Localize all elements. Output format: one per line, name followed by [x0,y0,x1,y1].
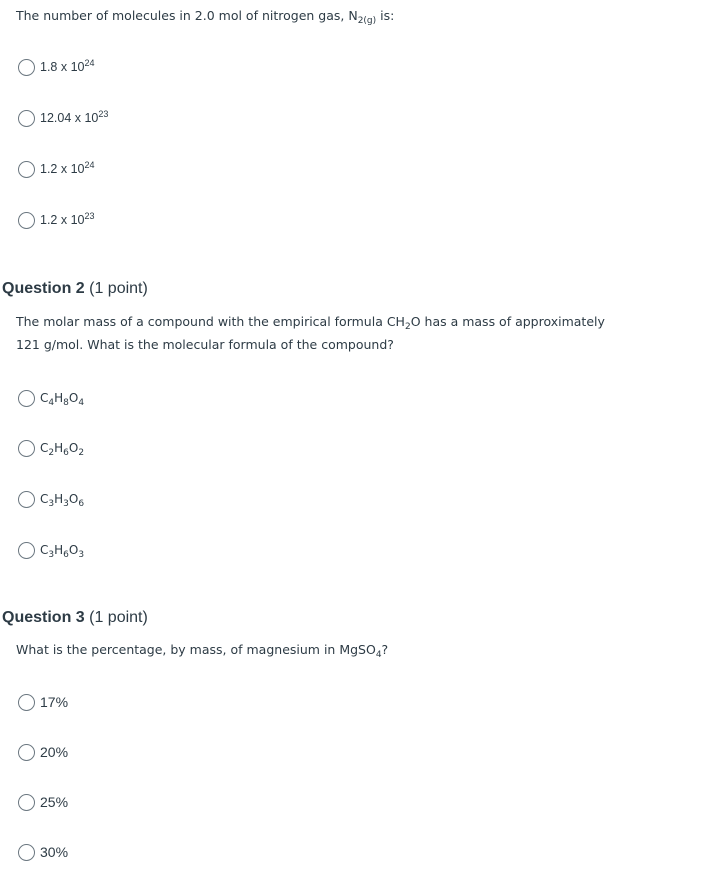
radio-button[interactable] [18,794,35,811]
q2-option-3[interactable] [18,487,84,511]
radio-button[interactable] [18,491,35,508]
q1-option-1[interactable] [18,55,95,79]
question-2-prompt-line-1: The molar mass of a compound with the empirical formula $CH_2O$ has a mass of approximately [16,314,605,332]
q3-option-2-label: 20% [40,744,69,760]
q2-option-4-label: $C_3H_6O_3$ [40,543,85,560]
radio-button[interactable] [18,59,35,76]
q2-option-2-label: $C_2H_6O_2$ [40,441,85,458]
q1-option-3[interactable] [18,157,95,181]
question-1-prompt: The number of molecules in 2.0 mol of nitrogen gas, $N_{2(g)}$ is: [16,8,395,26]
q1-option-2[interactable] [18,106,108,130]
radio-button[interactable] [18,744,35,761]
q2-option-1-label: $C_4H_8O_4$ [40,391,85,408]
radio-button[interactable] [18,110,35,127]
q3-option-1-label: 17% [40,694,69,710]
question-2-title: Question 2 (1 point) [2,280,148,297]
q3-option-1[interactable] [18,690,68,714]
q2-option-4[interactable] [18,538,84,562]
question-2-prompt [16,310,616,356]
q1-option-4-label: 1.2 x $10^{23}$ [40,211,95,227]
radio-button[interactable] [18,161,35,178]
q2-option-3-label: $C_3H_3O_6$ [40,492,85,509]
q2-option-2[interactable] [18,436,84,460]
radio-button[interactable] [18,694,35,711]
q3-option-3-label: 25% [40,794,69,810]
radio-button[interactable] [18,390,35,407]
q3-option-2[interactable] [18,740,68,764]
q1-option-1-label: 1.8 x $10^{24}$ [40,58,95,74]
q3-option-4-label: 30% [40,844,69,860]
radio-button[interactable] [18,542,35,559]
radio-button[interactable] [18,212,35,229]
q1-option-3-label: 1.2 x $10^{24}$ [40,160,95,176]
radio-button[interactable] [18,844,35,861]
q3-option-3[interactable] [18,790,68,814]
radio-button[interactable] [18,440,35,457]
q1-option-2-label: 12.04 x $10^{23}$ [40,109,109,125]
question-2-prompt-line-2: 121 g/mol. What is the molecular formula of the compound? [16,337,394,352]
question-3-prompt: What is the percentage, by mass, of magnesium in MgSO$_4$? [16,642,389,660]
question-3-title: Question 3 (1 point) [2,609,148,626]
q1-option-4[interactable] [18,208,95,232]
q3-option-4[interactable] [18,840,68,864]
q2-option-1[interactable] [18,386,84,410]
